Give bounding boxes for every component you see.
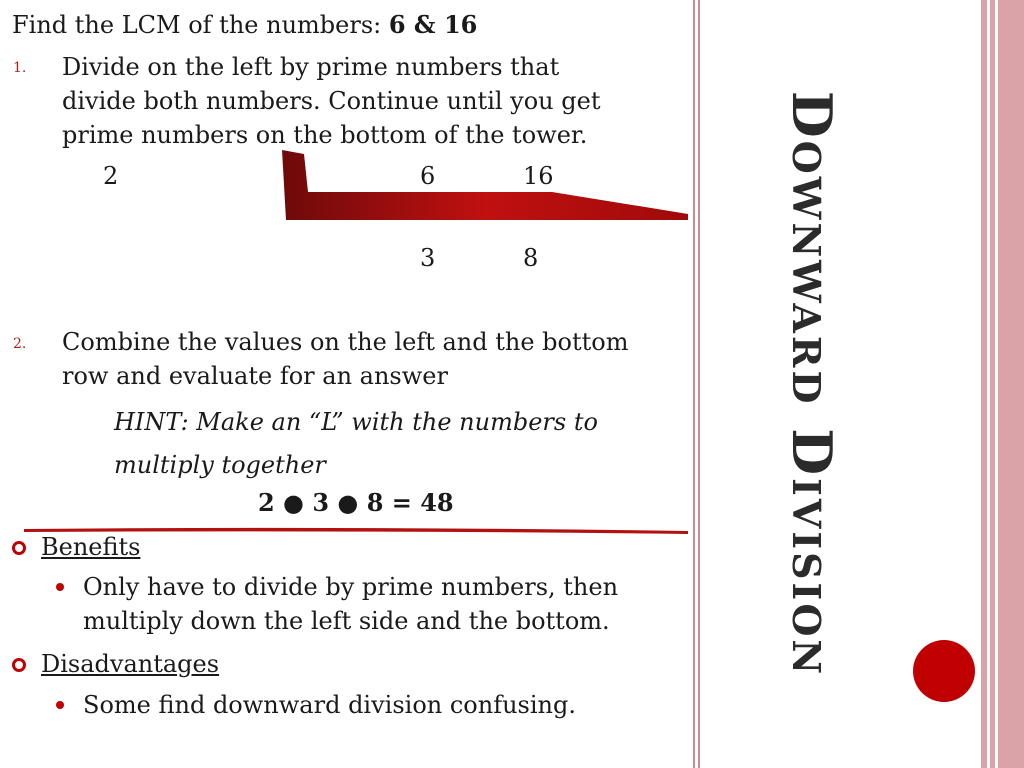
item-bullet-icon — [56, 583, 64, 591]
tower-top-value: 6 — [420, 162, 436, 190]
equation: 2 ● 3 ● 8 = 48 — [258, 488, 454, 517]
item-bullet-icon — [56, 701, 64, 709]
hint-line: multiply together — [114, 451, 326, 479]
benefit-line: Only have to divide by prime numbers, then — [83, 573, 619, 601]
section-bullet-icon — [12, 658, 26, 672]
section-bullet-icon — [12, 541, 26, 555]
step-text — [62, 325, 628, 393]
disadvantage-item: Some find downward division confusing. — [83, 691, 576, 719]
step-text — [62, 50, 600, 152]
panel-stripe — [981, 0, 987, 768]
step-line: row and evaluate for an answer — [62, 362, 448, 390]
heading-text: Find the LCM of the numbers: — [12, 11, 389, 39]
benefits-heading: Benefits — [41, 533, 141, 561]
tower-top-value: 16 — [523, 162, 554, 190]
panel-line — [693, 0, 695, 768]
slide-title: Downward Division — [780, 90, 844, 678]
step-marker: 2. — [13, 336, 27, 352]
panel-stripe — [998, 0, 1024, 768]
question-heading — [12, 8, 477, 42]
step-line: prime numbers on the bottom of the tower. — [62, 121, 588, 149]
heading-numbers: 6 & 16 — [388, 10, 478, 39]
step-line: Combine the values on the left and the bottom — [62, 328, 629, 356]
disadvantages-heading: Disadvantages — [41, 650, 220, 678]
step-line: Divide on the left by prime numbers that — [62, 53, 560, 81]
step-line: divide both numbers. Continue until you get — [62, 87, 601, 115]
side-panel — [692, 0, 1024, 768]
panel-stripe — [990, 0, 995, 768]
tower-bottom-value: 8 — [523, 244, 539, 272]
benefit-item — [83, 570, 618, 638]
panel-line — [698, 0, 700, 768]
division-bracket — [270, 140, 700, 230]
step-marker: 1. — [13, 60, 27, 76]
tower-bottom-value: 3 — [420, 244, 436, 272]
tower-divisor: 2 — [103, 162, 119, 190]
decorative-circle — [913, 640, 975, 702]
benefit-line: multiply down the left side and the bottom. — [83, 607, 610, 635]
hint-text — [114, 401, 598, 487]
hint-line: HINT: Make an “L” with the numbers to — [114, 408, 598, 436]
